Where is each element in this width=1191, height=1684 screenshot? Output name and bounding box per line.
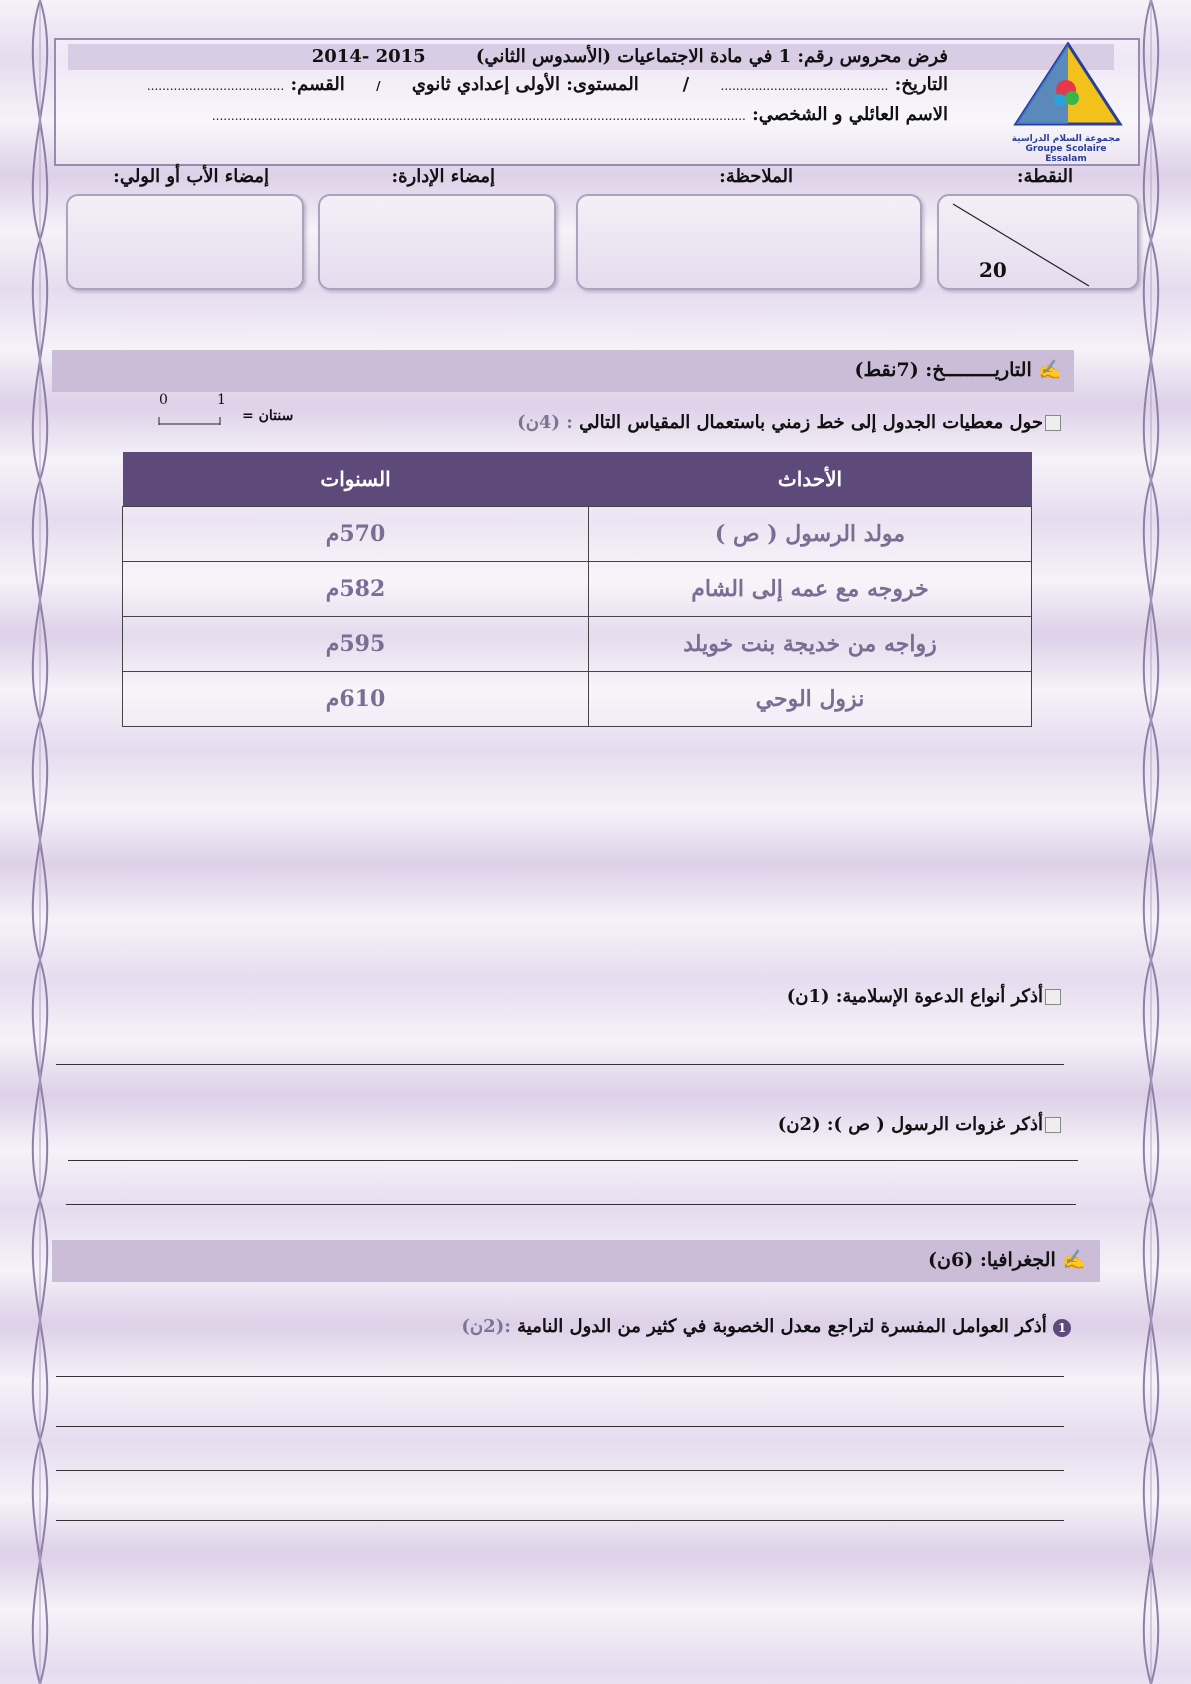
answer-line[interactable] [56, 1064, 1064, 1065]
question-marker-icon [1045, 989, 1061, 1005]
year-cell: 582م [123, 562, 589, 617]
answer-line[interactable] [56, 1520, 1064, 1521]
history-question-3 [778, 1114, 1061, 1135]
school-years: 2014- 2015 [311, 46, 426, 67]
exam-title: فرض محروس رقم: 1 في مادة الاجتماعيات (الأسدوس الثاني) [475, 46, 948, 67]
score-diagonal [939, 196, 1137, 288]
class-label: القسم: [290, 74, 345, 95]
event-cell: زواجه من خديجة بنت خويلد [589, 617, 1032, 672]
exam-header [54, 38, 1140, 166]
table-header-row [123, 452, 1032, 507]
answer-line[interactable] [56, 1470, 1064, 1471]
logo-caption-french: Groupe Scolaire Essalam [1025, 144, 1107, 164]
table-row [123, 562, 1032, 617]
question-1-points: : (4ن) [517, 412, 573, 433]
exam-title-line [312, 46, 948, 67]
admin-signature-box[interactable] [318, 194, 556, 290]
answer-line[interactable] [68, 1160, 1078, 1161]
geography-section-title: ✍ الجغرافيا: (6ن) [928, 1249, 1086, 1271]
timeline-scale [150, 392, 300, 432]
left-border-decoration [10, 0, 70, 1684]
column-header-events: الأحداث [589, 452, 1032, 507]
history-section-title: ✍ التاريـــــــــخ: (7نقط) [854, 359, 1062, 381]
year-cell: 595م [123, 617, 589, 672]
event-cell: مولد الرسول ( ص ) [589, 507, 1032, 562]
history-question-1 [517, 412, 1061, 433]
question-3-text: أذكر غزوات الرسول ( ص ): (2ن) [777, 1114, 1043, 1135]
date-field[interactable]: ............................................ [720, 79, 889, 93]
level-value: الأولى إعدادي ثانوي [411, 74, 560, 95]
logo-caption [1004, 134, 1128, 164]
score-label: النقطة: [1016, 166, 1073, 187]
date-level-class-line [147, 74, 948, 95]
answer-line[interactable] [66, 1204, 1076, 1205]
answer-line[interactable] [56, 1376, 1064, 1377]
table-row [123, 507, 1032, 562]
geography-question-1-points: :(2ن) [461, 1316, 511, 1337]
scale-bar [158, 414, 224, 426]
answer-line[interactable] [56, 1426, 1064, 1427]
year-cell: 570م [123, 507, 589, 562]
date-label: التاريخ: [894, 74, 948, 95]
event-cell: خروجه مع عمه إلى الشام [589, 562, 1032, 617]
admin-signature-label: إمضاء الإدارة: [391, 166, 495, 187]
question-number-badge: 1 [1053, 1319, 1071, 1337]
separator: / [682, 74, 690, 95]
separator: / [376, 79, 381, 93]
scale-label: سنتان = [242, 408, 294, 424]
year-cell: 610م [123, 672, 589, 727]
history-section-bar [52, 350, 1074, 392]
notes-label: الملاحظة: [719, 166, 793, 187]
table-row [123, 672, 1032, 727]
table-row [123, 617, 1032, 672]
score-box[interactable] [937, 194, 1139, 290]
geography-question-1-text: أذكر العوامل المفسرة لتراجع معدل الخصوبة في كثير من الدول النامية [517, 1316, 1047, 1337]
question-1-text: حول معطيات الجدول إلى خط زمني باستعمال المقياس التالي [579, 412, 1043, 433]
geography-section-bar [52, 1240, 1100, 1282]
student-name-line [212, 104, 948, 125]
class-field[interactable]: .................................... [146, 79, 285, 93]
parent-signature-label: إمضاء الأب أو الولي: [113, 166, 269, 187]
notes-box[interactable] [576, 194, 922, 290]
score-max: 20 [979, 258, 1007, 282]
name-label: الاسم العائلي و الشخصي: [752, 104, 948, 125]
level-label: المستوى: [566, 74, 639, 95]
column-header-years: السنوات [123, 452, 589, 507]
history-question-2 [787, 986, 1061, 1007]
logo-caption-arabic: مجموعة السلام الدراسية [1011, 134, 1121, 144]
geography-question-1 [461, 1316, 1071, 1337]
event-cell: نزول الوحي [589, 672, 1032, 727]
question-marker-icon [1045, 415, 1061, 431]
question-2-text: أذكر أنواع الدعوة الإسلامية: (1ن) [786, 986, 1043, 1007]
name-field[interactable]: ............................................................................................................................................ [211, 109, 746, 123]
parent-signature-box[interactable] [66, 194, 304, 290]
question-marker-icon [1045, 1117, 1061, 1133]
scale-zero: 0 [159, 392, 168, 408]
events-table [122, 452, 1032, 727]
scale-one: 1 [217, 392, 226, 408]
